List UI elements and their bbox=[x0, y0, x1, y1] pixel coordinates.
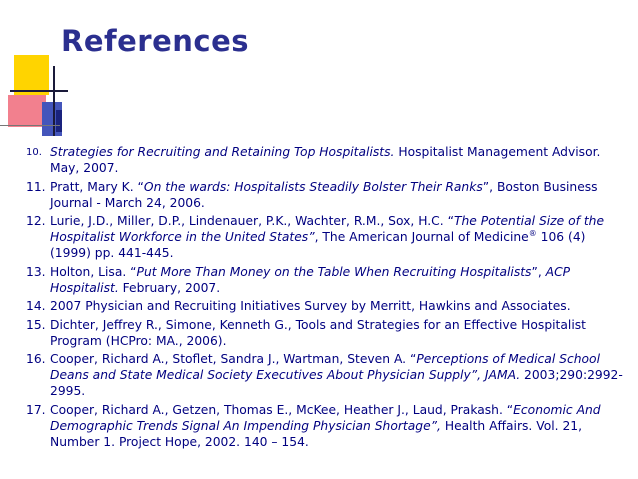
reference-number: 11. bbox=[26, 179, 46, 194]
decor-yellow-square bbox=[14, 55, 49, 95]
reference-item bbox=[26, 317, 626, 349]
reference-item bbox=[26, 298, 626, 314]
reference-text: 2003;290:2992-2995. bbox=[50, 368, 623, 398]
reference-text: Dichter, Jeffrey R., Simone, Kenneth G., Tools and Strategies for an Effective Hospitalist Program (HCPro: MA., 2006). bbox=[50, 317, 586, 348]
reference-number: 13. bbox=[26, 264, 46, 279]
reference-text: February, 2007. bbox=[118, 280, 221, 295]
page-title: References bbox=[61, 24, 250, 58]
reference-title-text: Perceptions of Medical School Deans and State Medical Society Executives About Physician Supply”, JAMA. bbox=[50, 352, 600, 382]
reference-item bbox=[26, 179, 626, 211]
decor-navy-bar bbox=[56, 110, 62, 132]
reference-title-text: On the wards: Hospitalists Steadily Bolster Their Ranks bbox=[143, 179, 483, 194]
reference-title-text: Put More Than Money on the Table When Recruiting Hospitalists bbox=[136, 264, 532, 279]
reference-number: 17. bbox=[26, 402, 46, 417]
reference-text: Lurie, J.D., Miller, D.P., Lindenauer, P.K., Wachter, R.M., Sox, H.C. “ bbox=[50, 214, 454, 228]
reference-text: 2007 Physician and Recruiting Initiatives Survey by Merritt, Hawkins and Associates. bbox=[50, 299, 571, 313]
reference-item bbox=[26, 144, 626, 176]
decor-horizontal-line bbox=[10, 90, 68, 92]
reference-title-text: Strategies for Recruiting and Retaining Top Hospitalists. bbox=[50, 145, 395, 159]
reference-item bbox=[26, 351, 626, 399]
reference-text: Cooper, Richard A., Stoflet, Sandra J., Wartman, Steven A. “ bbox=[50, 352, 417, 366]
reference-title-text: ACP Hospitalist. bbox=[50, 264, 571, 295]
reference-item bbox=[26, 264, 626, 296]
reference-text: Hospitalist Management Advisor. May, 2007. bbox=[50, 145, 601, 175]
reference-text: ”, bbox=[531, 264, 546, 279]
reference-number: 16. bbox=[26, 352, 46, 366]
reference-title-text: The Potential Size of the Hospitalist Workforce in the United States” bbox=[50, 214, 605, 244]
reference-item bbox=[26, 402, 626, 450]
reference-text: ® bbox=[528, 228, 537, 238]
reference-text: Holton, Lisa. “ bbox=[50, 264, 137, 279]
reference-number: 10. bbox=[26, 147, 42, 158]
reference-item bbox=[26, 213, 626, 261]
reference-number: 15. bbox=[26, 317, 46, 332]
reference-text: ”, Boston Business Journal - March 24, 2006. bbox=[50, 179, 598, 210]
decor-red-square bbox=[8, 95, 46, 127]
reference-text: Cooper, Richard A., Getzen, Thomas E., McKee, Heather J., Laud, Prakash. “ bbox=[50, 402, 514, 417]
reference-title-text: Economic And Demographic Trends Signal An Impending Physician Shortage”, bbox=[50, 402, 601, 433]
reference-text: 106 (4) (1999) pp. 441-445. bbox=[50, 230, 586, 260]
reference-text: , The American Journal of Medicine bbox=[314, 230, 529, 244]
reference-text: Health Affairs. Vol. 21, Number 1. Project Hope, 2002. 140 – 154. bbox=[50, 418, 583, 449]
reference-number: 12. bbox=[26, 214, 46, 228]
reference-text: Pratt, Mary K. “ bbox=[50, 179, 144, 194]
reference-number: 14. bbox=[26, 299, 46, 313]
decor-thin-line bbox=[0, 125, 60, 126]
reference-list bbox=[26, 144, 626, 452]
